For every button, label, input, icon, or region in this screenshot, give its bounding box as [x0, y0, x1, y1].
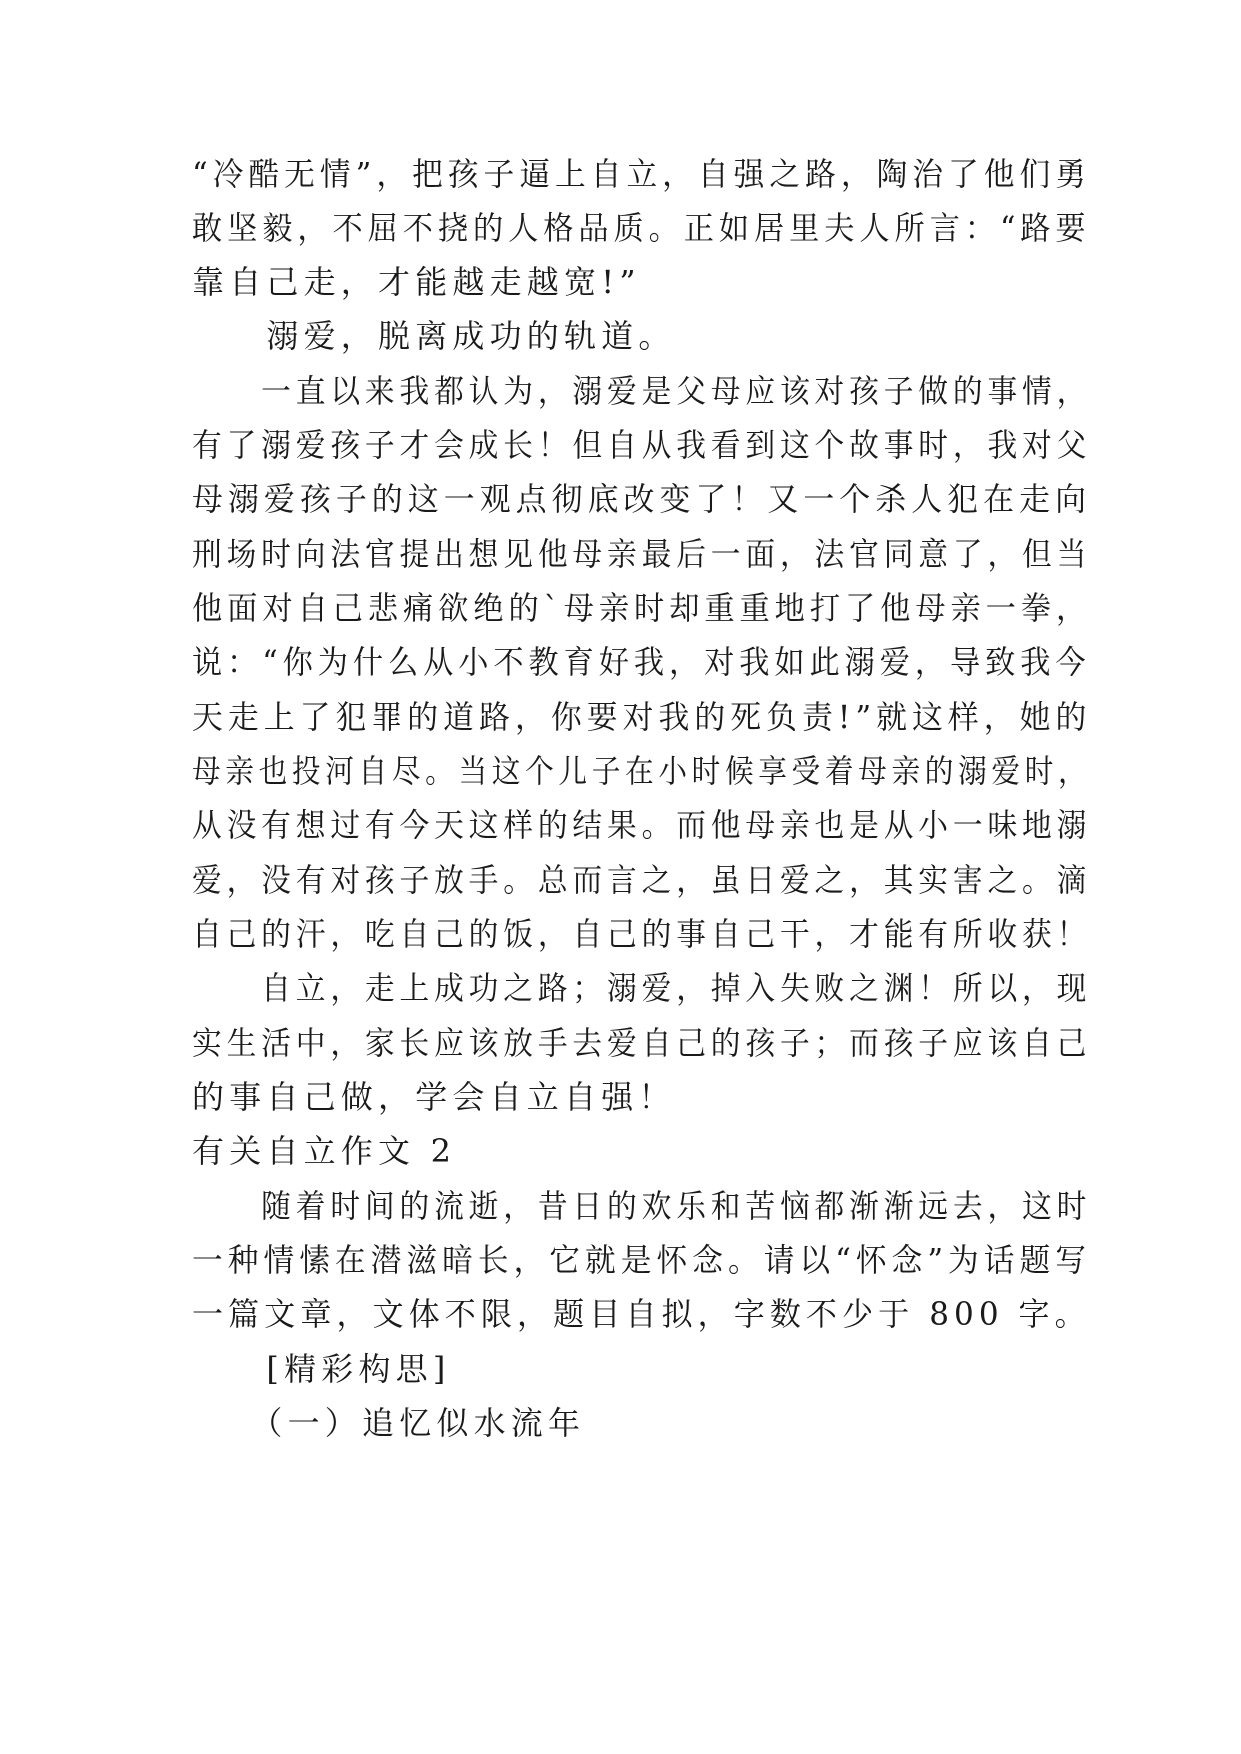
text-line-17: 实生活中，家长应该放手去爱自己的孩子；而孩子应该自己 — [192, 1024, 1092, 1062]
text-line-6: 有了溺爱孩子才会成长！但自从我看到这个故事时，我对父 — [192, 426, 1092, 464]
text-line-5: 一直以来我都认为，溺爱是父母应该对孩子做的事情， — [192, 372, 1092, 410]
text-line-18: 的事自己做，学会自立自强！ — [192, 1078, 676, 1116]
text-line-11: 天走上了犯罪的道路，你要对我的死负责!”就这样，她的 — [192, 698, 1092, 736]
section-heading: 有关自立作文 2 — [192, 1132, 457, 1170]
text-line-4: 溺爱，脱离成功的轨道。 — [192, 317, 676, 355]
text-line-16: 自立，走上成功之路；溺爱，掉入失败之渊！所以，现 — [192, 969, 1092, 1007]
text-line-15: 自己的汗，吃自己的饭，自己的事自己干，才能有所收获！ — [192, 915, 1092, 953]
text-line-12: 母亲也投河自尽。当这个儿子在小时候享受着母亲的溺爱时， — [192, 752, 1092, 790]
text-line-24: （一）追忆似水流年 — [192, 1404, 586, 1442]
text-line-20: 随着时间的流逝，昔日的欢乐和苦恼都渐渐远去，这时 — [192, 1187, 1092, 1225]
text-line-13: 从没有想过有今天这样的结果。而他母亲也是从小一味地溺 — [192, 806, 1092, 844]
text-line-9: 他面对自己悲痛欲绝的`母亲时却重重地打了他母亲一拳， — [192, 589, 1092, 627]
text-line-1: “冷酷无情”，把孩子逼上自立，自强之路，陶治了他们勇 — [192, 155, 1091, 193]
text-line-21: 一种情愫在潜滋暗长，它就是怀念。请以“怀念”为话题写 — [192, 1241, 1091, 1279]
text-line-22: 一篇文章，文体不限，题目自拟，字数不少于 800 字。 — [192, 1295, 1091, 1333]
text-line-10: 说：“你为什么从小不教育好我，对我如此溺爱，导致我今 — [192, 643, 1091, 681]
text-line-8: 刑场时向法官提出想见他母亲最后一面，法官同意了，但当 — [192, 535, 1092, 573]
text-line-2: 敢坚毅，不屈不挠的人格品质。正如居里夫人所言：“路要 — [192, 209, 1091, 247]
text-line-3: 靠自己走，才能越走越宽!” — [192, 263, 641, 301]
text-line-23: [精彩构思] — [192, 1350, 451, 1388]
text-line-14: 爱，没有对孩子放手。总而言之，虽日爱之，其实害之。滴 — [192, 861, 1092, 899]
text-line-7: 母溺爱孩子的这一观点彻底改变了！又一个杀人犯在走向 — [192, 480, 1092, 518]
